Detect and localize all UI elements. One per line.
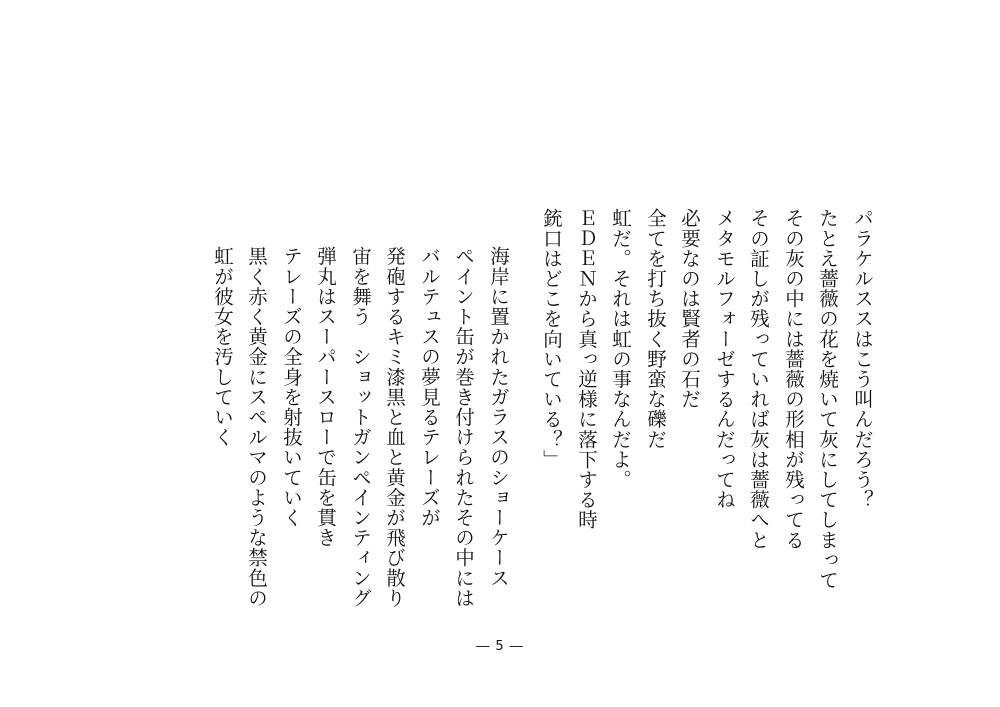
- verse-2-line-4: 発砲するキミ漆黒と血と黄金が飛び散り: [383, 246, 406, 608]
- verse-2-line-7: テレーズの全身を射抜いていく: [280, 246, 303, 528]
- verse-1-line-7: 全てを打ち抜く野蛮な礫だ: [644, 208, 667, 450]
- verse-2-line-2: ペイント缶が巻き付けられたその中には: [452, 246, 475, 608]
- verse-1-line-2: たとえ薔薇の花を焼いて灰にしてしまって: [816, 208, 839, 590]
- verse-2-line-3: バルテュスの夢見るテレーズが: [418, 246, 441, 528]
- verse-1-line-8: 虹だ。それは虹の事なんだよ。: [609, 208, 632, 490]
- verse-1-line-9: ＥＤＥＮから真っ逆様に落下する時: [575, 208, 598, 530]
- verse-2-line-6: 弾丸はスーパースローで缶を貫き: [314, 246, 337, 548]
- verse-1-line-6: 必要なのは賢者の石だ: [678, 208, 701, 409]
- verse-2-line-5: 宙を舞う ショットガンペインティング: [349, 246, 372, 608]
- verse-1-line-10: 銃口はどこを向いている？」: [540, 208, 563, 470]
- page-number: ― 5 ―: [476, 639, 524, 654]
- verse-1-line-5: メタモルフォーゼするんだってね: [713, 208, 736, 510]
- verse-2-line-1: 海岸に置かれたガラスのショーケース: [487, 246, 510, 588]
- verse-1-line-3: その灰の中には薔薇の形相が残ってる: [782, 208, 805, 550]
- verse-2-line-9: 虹が彼女を汚していく: [211, 246, 234, 447]
- verse-1-line-4: その証しが残っていれば灰は薔薇へと: [747, 208, 770, 550]
- verse-1-line-1: パラケルススはこう叫んだろう？: [851, 208, 874, 510]
- verse-2-line-8: 黒く赤く黄金にスペルマのような禁色の: [245, 246, 268, 608]
